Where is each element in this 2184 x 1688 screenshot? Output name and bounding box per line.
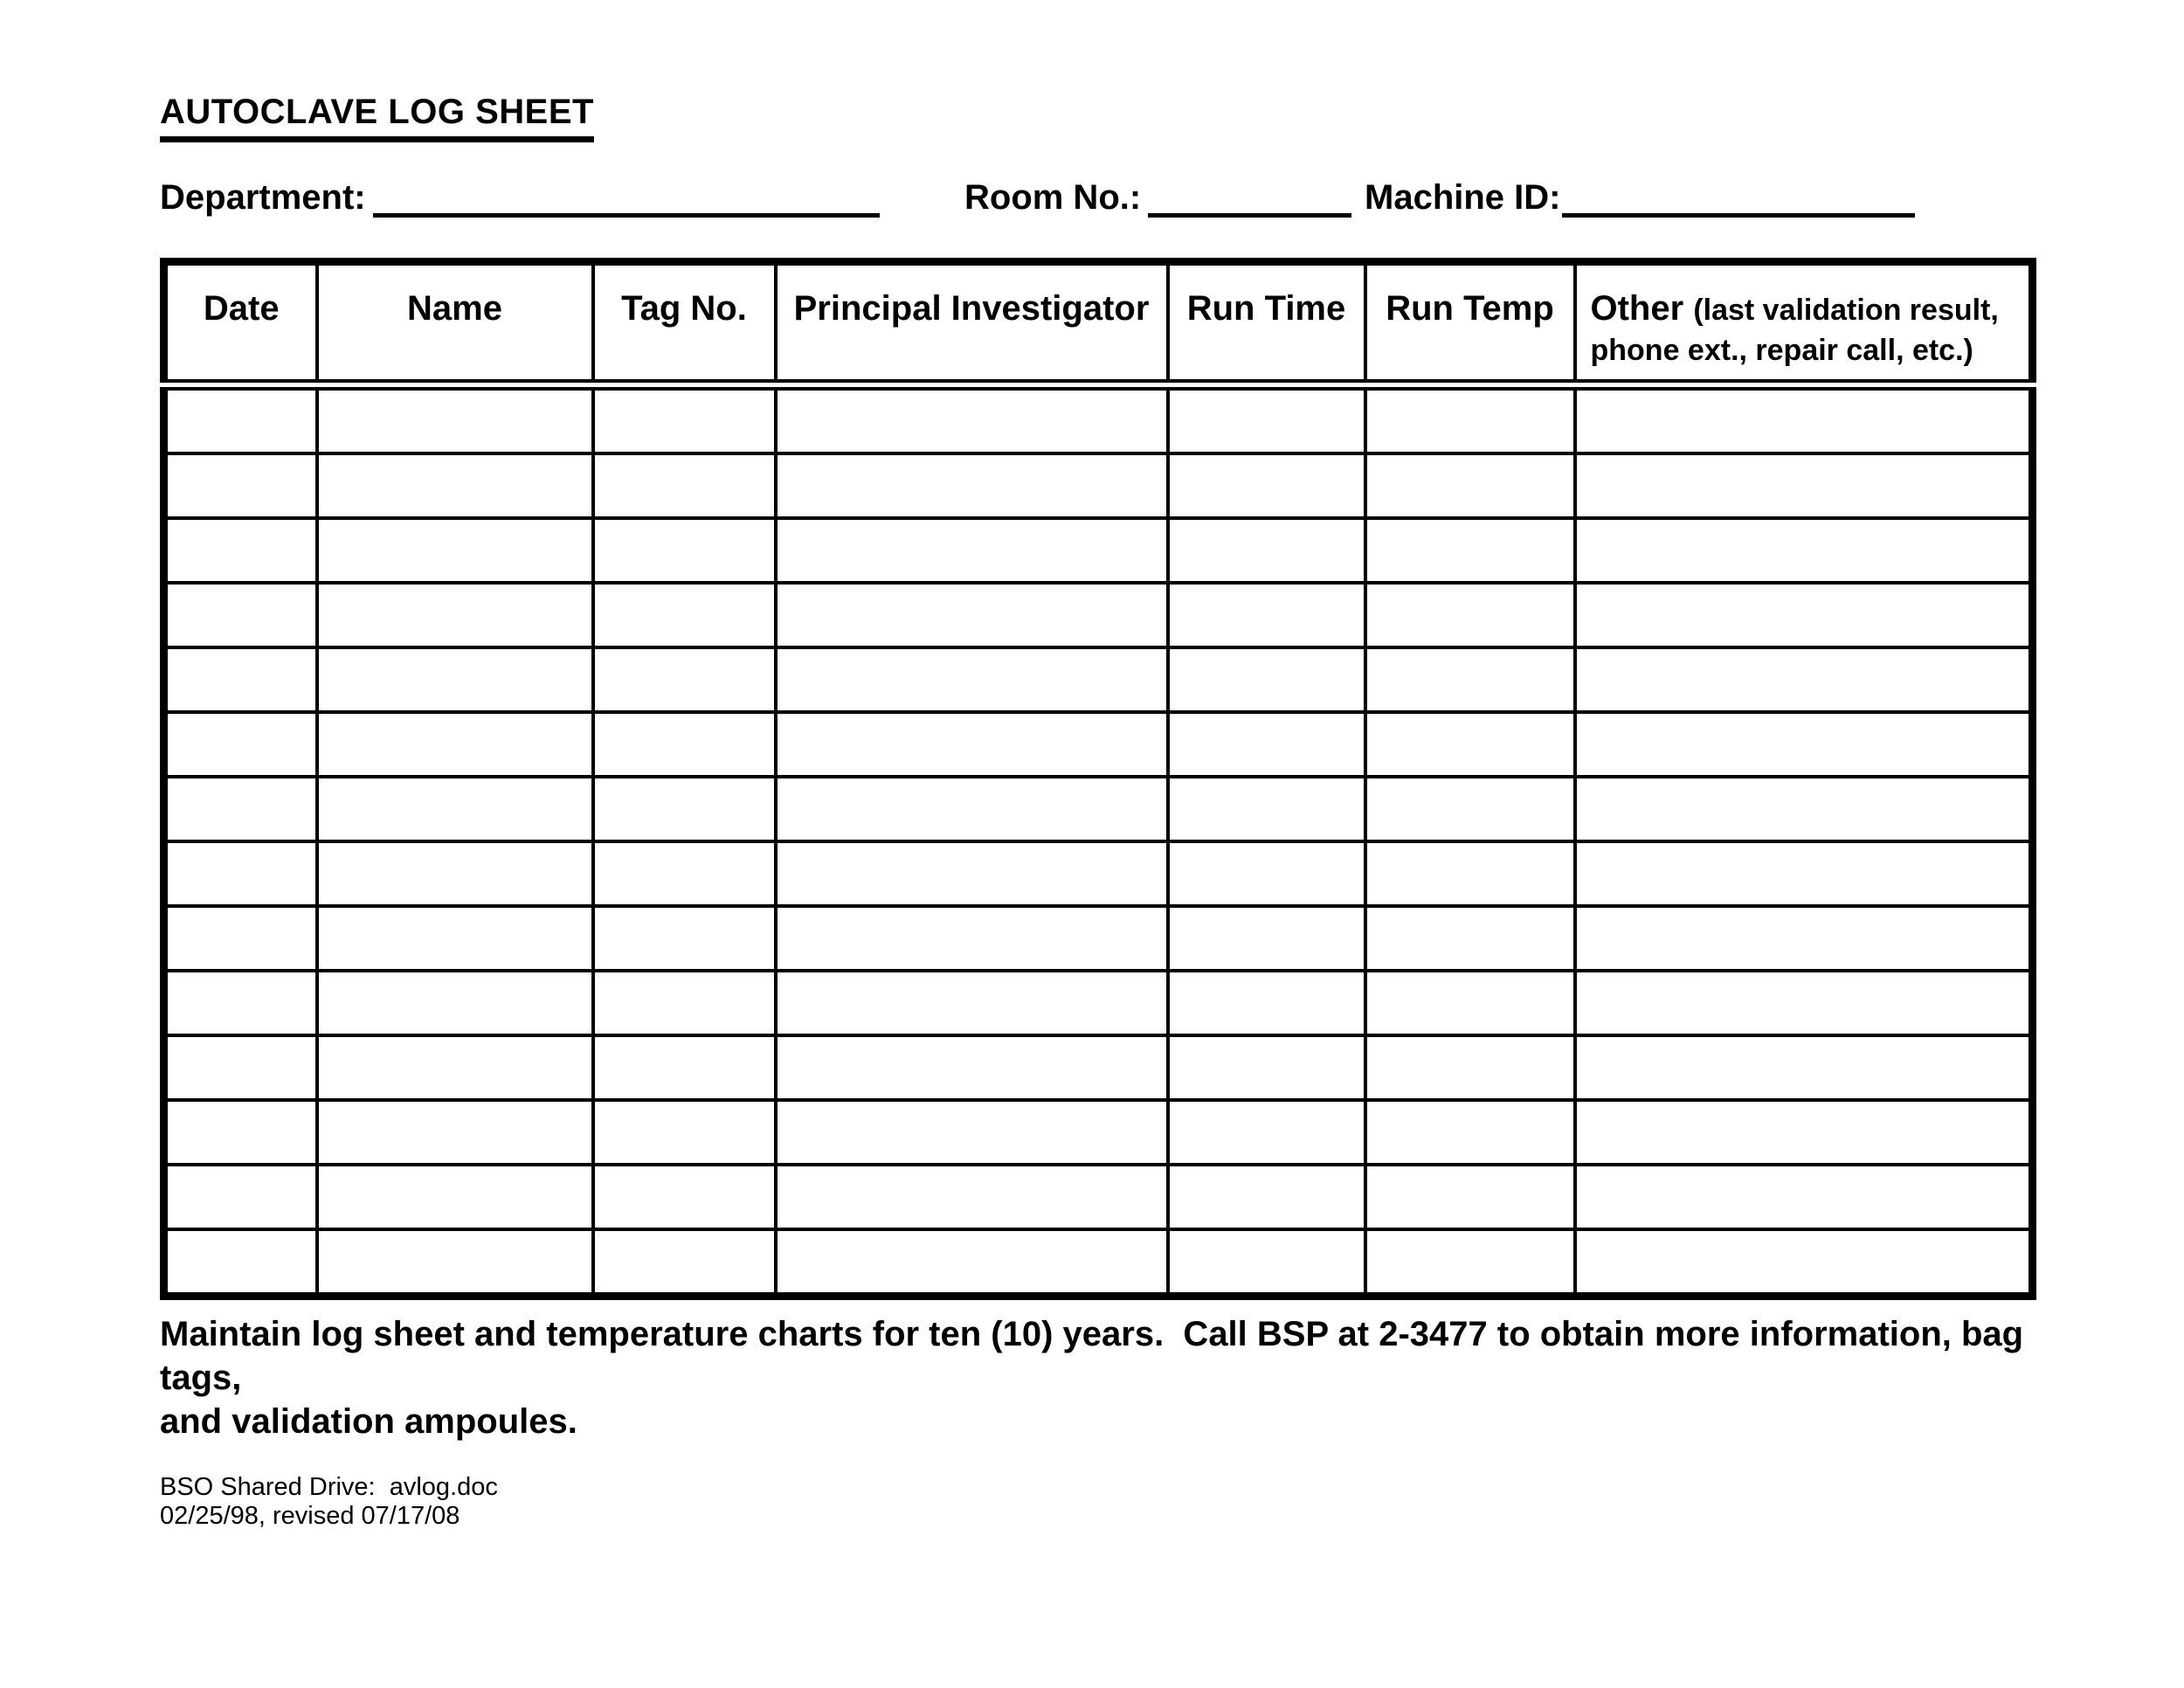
cell-principal-investigator[interactable] bbox=[776, 841, 1168, 906]
cell-run-time[interactable] bbox=[1168, 777, 1365, 841]
cell-tag-no[interactable] bbox=[593, 518, 776, 583]
cell-date[interactable] bbox=[164, 971, 317, 1035]
cell-name[interactable] bbox=[317, 1100, 593, 1165]
cell-tag-no[interactable] bbox=[593, 1100, 776, 1165]
table-row bbox=[164, 712, 2033, 777]
cell-other[interactable] bbox=[1575, 385, 2033, 454]
cell-run-time[interactable] bbox=[1168, 583, 1365, 647]
cell-name[interactable] bbox=[317, 906, 593, 971]
header-cell-run-time: Run Time bbox=[1168, 262, 1365, 385]
cell-principal-investigator[interactable] bbox=[776, 647, 1168, 712]
file-reference-block bbox=[160, 1473, 498, 1532]
cell-run-time[interactable] bbox=[1168, 712, 1365, 777]
department-label: Department: bbox=[160, 178, 366, 217]
cell-run-temp[interactable] bbox=[1365, 583, 1575, 647]
cell-run-time[interactable] bbox=[1168, 1229, 1365, 1297]
cell-run-time[interactable] bbox=[1168, 453, 1365, 518]
cell-other[interactable] bbox=[1575, 1035, 2033, 1100]
machine-id-field bbox=[1365, 175, 1915, 218]
cell-date[interactable] bbox=[164, 712, 317, 777]
header-other-detail: (last validation result, phone ext., repair call, etc.) bbox=[1590, 294, 1999, 367]
cell-tag-no[interactable] bbox=[593, 1229, 776, 1297]
cell-run-temp[interactable] bbox=[1365, 518, 1575, 583]
table-row bbox=[164, 583, 2033, 647]
cell-other[interactable] bbox=[1575, 777, 2033, 841]
cell-other[interactable] bbox=[1575, 583, 2033, 647]
retention-note-line1: Maintain log sheet and temperature charts for ten (10) years. Call BSP at 2-3477 to obtain more information, bag tags, bbox=[160, 1315, 2034, 1397]
cell-tag-no[interactable] bbox=[593, 712, 776, 777]
cell-run-temp[interactable] bbox=[1365, 841, 1575, 906]
retention-note bbox=[160, 1312, 2064, 1443]
cell-run-temp[interactable] bbox=[1365, 385, 1575, 454]
cell-name[interactable] bbox=[317, 453, 593, 518]
header-cell-name: Name bbox=[317, 262, 593, 385]
cell-principal-investigator[interactable] bbox=[776, 1035, 1168, 1100]
department-field bbox=[160, 175, 880, 218]
cell-principal-investigator[interactable] bbox=[776, 1100, 1168, 1165]
cell-date[interactable] bbox=[164, 518, 317, 583]
cell-run-temp[interactable] bbox=[1365, 971, 1575, 1035]
autoclave-log-table bbox=[160, 258, 2036, 1300]
cell-tag-no[interactable] bbox=[593, 777, 776, 841]
cell-name[interactable] bbox=[317, 971, 593, 1035]
cell-name[interactable] bbox=[317, 777, 593, 841]
table-row bbox=[164, 841, 2033, 906]
cell-principal-investigator[interactable] bbox=[776, 518, 1168, 583]
cell-run-time[interactable] bbox=[1168, 385, 1365, 454]
page-title bbox=[160, 93, 594, 142]
cell-run-temp[interactable] bbox=[1365, 906, 1575, 971]
cell-run-temp[interactable] bbox=[1365, 1229, 1575, 1297]
table-row bbox=[164, 1035, 2033, 1100]
cell-date[interactable] bbox=[164, 385, 317, 454]
file-reference: BSO Shared Drive: avlog.doc bbox=[160, 1473, 498, 1501]
header-other-main: Other bbox=[1590, 289, 1684, 328]
cell-principal-investigator[interactable] bbox=[776, 453, 1168, 518]
room-no-fill-line[interactable] bbox=[1148, 175, 1351, 218]
cell-run-temp[interactable] bbox=[1365, 1100, 1575, 1165]
cell-other[interactable] bbox=[1575, 647, 2033, 712]
table-row bbox=[164, 1165, 2033, 1229]
cell-date[interactable] bbox=[164, 453, 317, 518]
cell-date[interactable] bbox=[164, 777, 317, 841]
cell-date[interactable] bbox=[164, 583, 317, 647]
cell-run-temp[interactable] bbox=[1365, 647, 1575, 712]
table-row bbox=[164, 971, 2033, 1035]
cell-name[interactable] bbox=[317, 385, 593, 454]
table-header-row bbox=[164, 262, 2033, 385]
cell-other[interactable] bbox=[1575, 453, 2033, 518]
cell-run-time[interactable] bbox=[1168, 518, 1365, 583]
cell-run-temp[interactable] bbox=[1365, 453, 1575, 518]
cell-principal-investigator[interactable] bbox=[776, 583, 1168, 647]
table-row bbox=[164, 1100, 2033, 1165]
cell-principal-investigator[interactable] bbox=[776, 712, 1168, 777]
cell-run-time[interactable] bbox=[1168, 971, 1365, 1035]
table-row bbox=[164, 906, 2033, 971]
room-no-field bbox=[964, 175, 1351, 218]
table-row bbox=[164, 647, 2033, 712]
cell-tag-no[interactable] bbox=[593, 583, 776, 647]
cell-name[interactable] bbox=[317, 1035, 593, 1100]
cell-principal-investigator[interactable] bbox=[776, 385, 1168, 454]
cell-run-time[interactable] bbox=[1168, 1165, 1365, 1229]
cell-date[interactable] bbox=[164, 1229, 317, 1297]
cell-date[interactable] bbox=[164, 1165, 317, 1229]
header-cell-tag-no: Tag No. bbox=[593, 262, 776, 385]
cell-tag-no[interactable] bbox=[593, 1165, 776, 1229]
cell-date[interactable] bbox=[164, 1035, 317, 1100]
cell-tag-no[interactable] bbox=[593, 841, 776, 906]
room-no-label: Room No.: bbox=[964, 178, 1142, 217]
cell-tag-no[interactable] bbox=[593, 1035, 776, 1100]
cell-date[interactable] bbox=[164, 906, 317, 971]
header-cell-principal-investigator: Principal Investigator bbox=[776, 262, 1168, 385]
cell-other[interactable] bbox=[1575, 906, 2033, 971]
table-row bbox=[164, 777, 2033, 841]
cell-date[interactable] bbox=[164, 647, 317, 712]
department-fill-line[interactable] bbox=[373, 175, 880, 218]
table-row bbox=[164, 1229, 2033, 1297]
cell-tag-no[interactable] bbox=[593, 385, 776, 454]
table-row bbox=[164, 518, 2033, 583]
retention-note-line2: and validation ampoules. bbox=[160, 1402, 577, 1441]
cell-name[interactable] bbox=[317, 841, 593, 906]
header-cell-other bbox=[1575, 262, 2033, 385]
cell-other[interactable] bbox=[1575, 1100, 2033, 1165]
cell-run-temp[interactable] bbox=[1365, 1035, 1575, 1100]
cell-other[interactable] bbox=[1575, 1165, 2033, 1229]
cell-run-time[interactable] bbox=[1168, 1100, 1365, 1165]
page-title-text: AUTOCLAVE LOG SHEET bbox=[160, 93, 594, 142]
cell-tag-no[interactable] bbox=[593, 647, 776, 712]
cell-principal-investigator[interactable] bbox=[776, 1229, 1168, 1297]
header-cell-run-temp: Run Temp bbox=[1365, 262, 1575, 385]
table-row bbox=[164, 453, 2033, 518]
header-cell-date: Date bbox=[164, 262, 317, 385]
cell-principal-investigator[interactable] bbox=[776, 1165, 1168, 1229]
cell-name[interactable] bbox=[317, 1229, 593, 1297]
cell-tag-no[interactable] bbox=[593, 971, 776, 1035]
form-header-line bbox=[160, 175, 2064, 227]
cell-other[interactable] bbox=[1575, 1229, 2033, 1297]
cell-date[interactable] bbox=[164, 1100, 317, 1165]
cell-tag-no[interactable] bbox=[593, 906, 776, 971]
machine-id-fill-line[interactable] bbox=[1562, 175, 1915, 218]
cell-principal-investigator[interactable] bbox=[776, 906, 1168, 971]
cell-run-time[interactable] bbox=[1168, 841, 1365, 906]
cell-run-temp[interactable] bbox=[1365, 777, 1575, 841]
cell-run-temp[interactable] bbox=[1365, 712, 1575, 777]
cell-other[interactable] bbox=[1575, 712, 2033, 777]
cell-other[interactable] bbox=[1575, 841, 2033, 906]
cell-run-time[interactable] bbox=[1168, 1035, 1365, 1100]
cell-name[interactable] bbox=[317, 647, 593, 712]
cell-name[interactable] bbox=[317, 712, 593, 777]
cell-other[interactable] bbox=[1575, 518, 2033, 583]
cell-principal-investigator[interactable] bbox=[776, 971, 1168, 1035]
cell-tag-no[interactable] bbox=[593, 453, 776, 518]
cell-run-time[interactable] bbox=[1168, 906, 1365, 971]
cell-other[interactable] bbox=[1575, 971, 2033, 1035]
revision-date: 02/25/98, revised 07/17/08 bbox=[160, 1502, 460, 1531]
cell-run-time[interactable] bbox=[1168, 647, 1365, 712]
table-row bbox=[164, 385, 2033, 454]
cell-run-temp[interactable] bbox=[1365, 1165, 1575, 1229]
cell-name[interactable] bbox=[317, 518, 593, 583]
cell-date[interactable] bbox=[164, 841, 317, 906]
cell-principal-investigator[interactable] bbox=[776, 777, 1168, 841]
machine-id-label: Machine ID: bbox=[1365, 178, 1561, 217]
cell-name[interactable] bbox=[317, 583, 593, 647]
cell-name[interactable] bbox=[317, 1165, 593, 1229]
